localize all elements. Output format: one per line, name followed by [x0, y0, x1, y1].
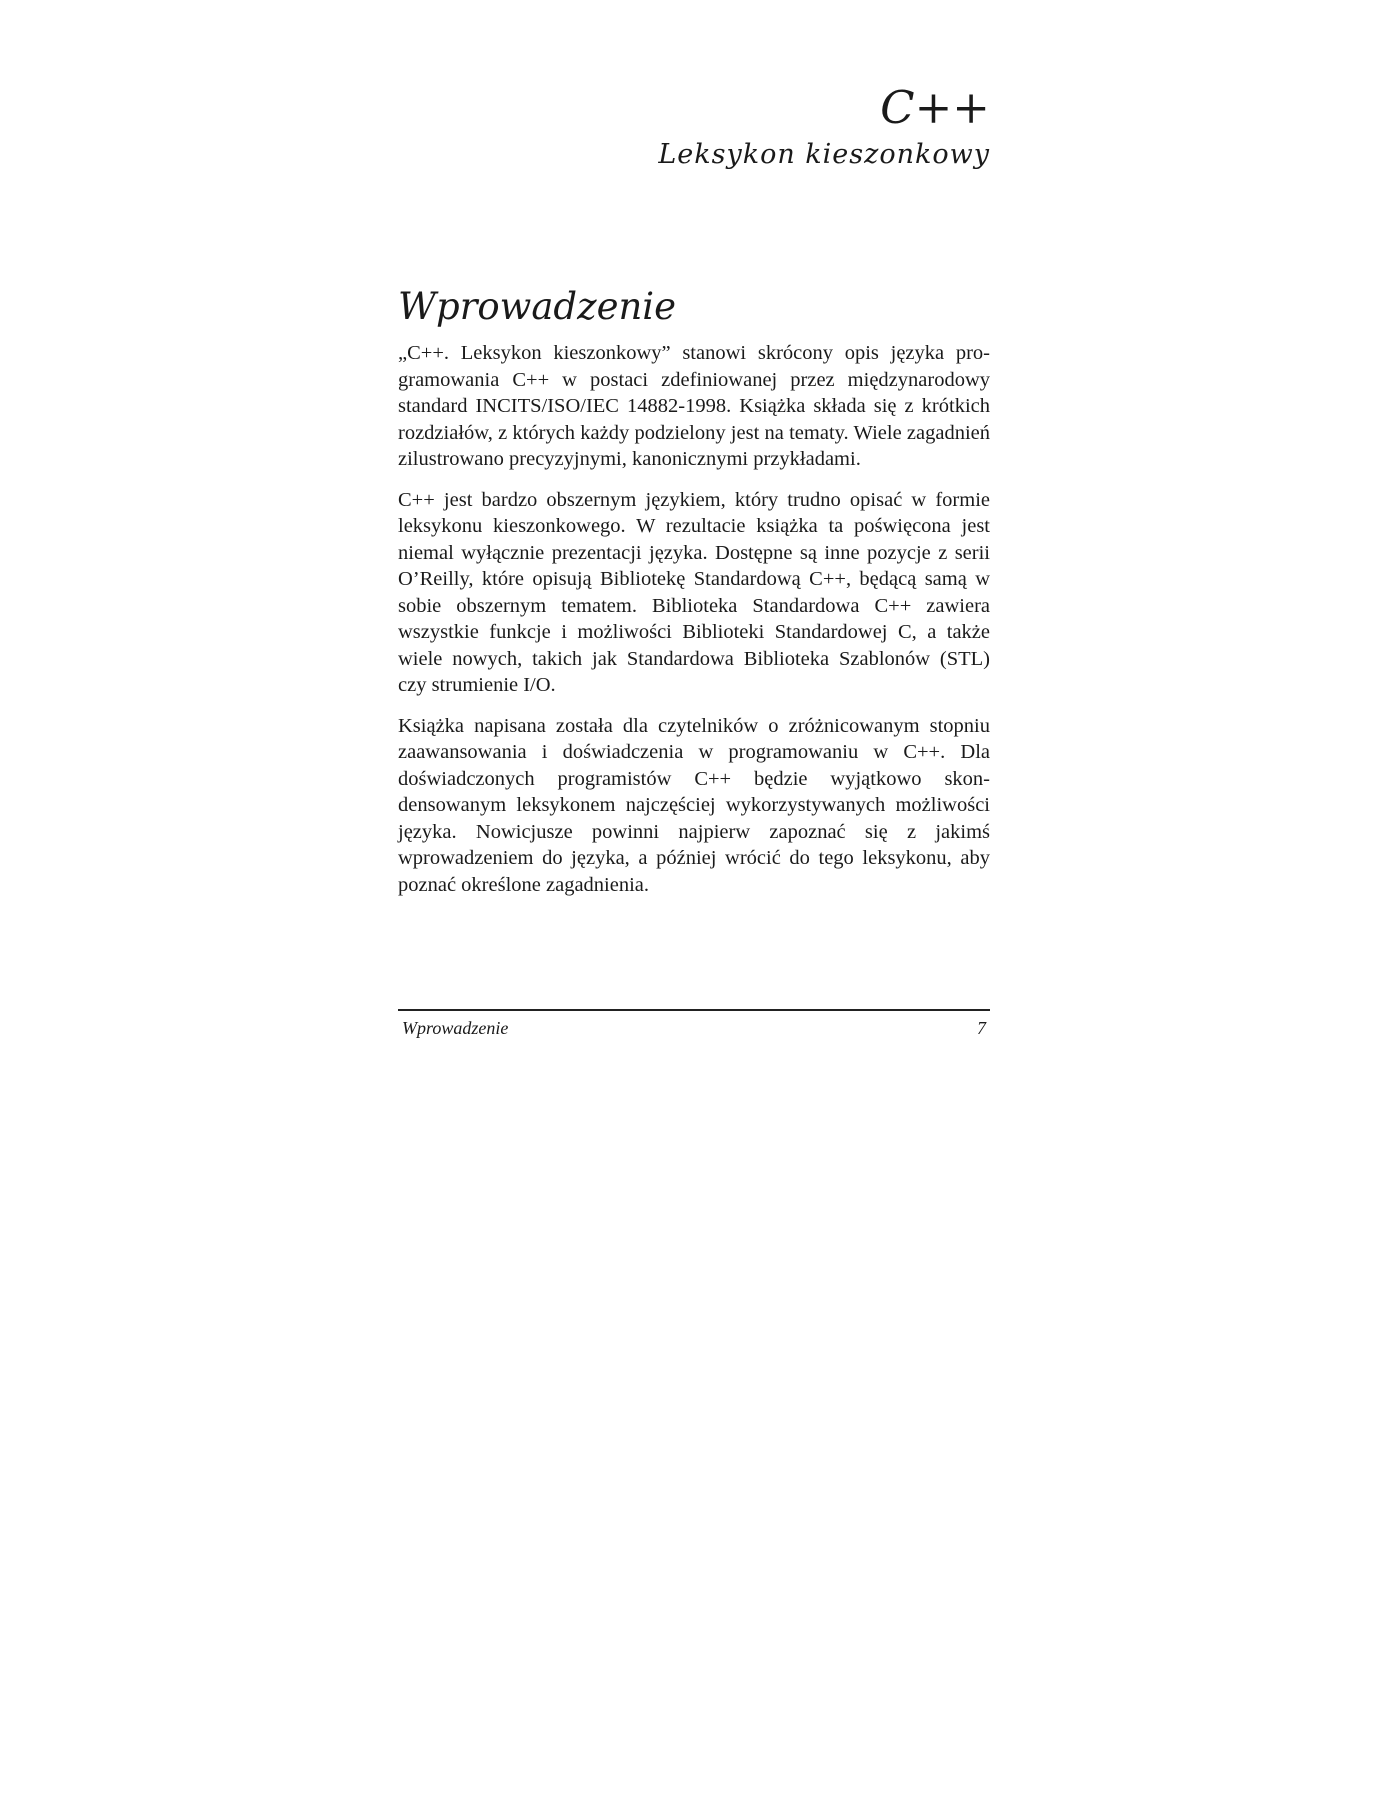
- page-footer: [398, 1017, 990, 1039]
- paragraph-1: „C++. Leksykon kieszonkowy” stanowi skrócony opis języka programowania C++ w postaci zdefiniowanej przez międzynarodowy standard INCITS/ISO/IEC 14882-1998. Książka składa się z krótkich rozdziałów, z których każdy podzielony jest na tematy. Wiele zagadnień zilustrowano precyzyjnymi, kanonicznymi przykładami.: [398, 342, 990, 470]
- paragraph-3: Książka napisana została dla czytelników o zróżnicowanym stopniu zaawansowania i doświadczenia w programowaniu w C++. Dla doświadczonych programistów C++ będzie wyjątkowo skondensowanym leksykonem najczęściej wykorzystywanych możliwości języka. Nowicjusze powinni najpierw zapoznać się z jakimś wprowadzeniem do języka, a później wrócić do tego leksykonu, aby poznać określone zagadnienia.: [398, 714, 990, 896]
- running-title: Wprowadzenie: [402, 1018, 509, 1038]
- footer-divider: [398, 1009, 990, 1011]
- book-title: C++: [880, 81, 990, 134]
- paragraph-2: C++ jest bardzo obszernym językiem, który trudno opisać w formie leksykonu kieszonkowego. W rezultacie książka ta poświęcona jest niemal wyłącznie prezentacji języka. Dostępne są inne pozycje z serii O’Reilly, które opisują Bibliotekę Standardową C++, będącą samą w sobie obszernym tematem. Biblioteka Standardowa C++ zawiera wszystkie funkcje i możliwości Biblioteki Standardowej C, a także wiele nowych, takich jak Standardowa Biblioteka Szablonów (STL) czy strumienie I/O.: [398, 488, 990, 696]
- body-text: [398, 340, 990, 912]
- section-heading: Wprowadzenie: [398, 285, 677, 328]
- book-subtitle: Leksykon kieszonkowy: [658, 139, 990, 170]
- page-number: 7: [977, 1018, 986, 1038]
